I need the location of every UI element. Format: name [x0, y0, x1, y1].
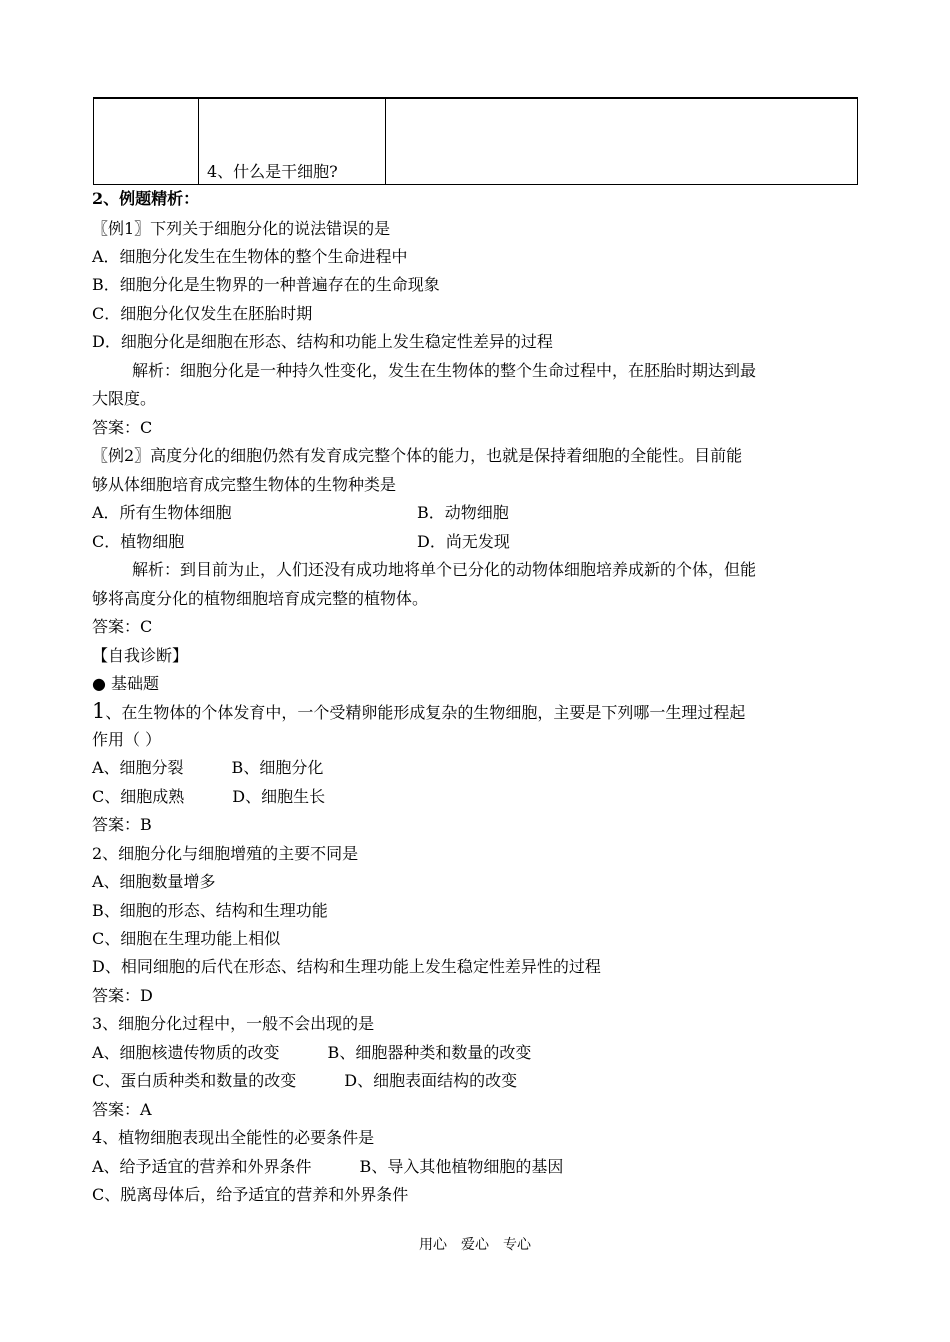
q2-question: 2、细胞分化与细胞增殖的主要不同是 [92, 844, 359, 863]
page-footer: 用心 爱心 专心 [419, 1237, 531, 1253]
ex1-analysis-cont: 大限度。 [92, 389, 157, 408]
ex2-question: 〖例2〗高度分化的细胞仍然有发育成完整个体的能力，也就是保持着细胞的全能性。目前能 [92, 446, 743, 465]
q2-option-c: C、细胞在生理功能上相似 [92, 929, 281, 948]
ex2-analysis-cont: 够将高度分化的植物细胞培育成完整的植物体。 [92, 589, 429, 608]
q3-options-cd: C、蛋白质种类和数量的改变 D、细胞表面结构的改变 [92, 1071, 518, 1090]
q4-question: 4、植物细胞表现出全能性的必要条件是 [92, 1128, 375, 1147]
ex1-analysis: 解析：细胞分化是一种持久性变化，发生在生物体的整个生命过程中，在胚胎时期达到最 [132, 361, 757, 380]
ex2-option-b: B．动物细胞 [417, 503, 509, 522]
table-divider [198, 99, 199, 184]
examples-heading: 2、例题精析： [92, 189, 200, 208]
ex2-answer: 答案：C [92, 617, 153, 636]
q2-option-d: D、相同细胞的后代在形态、结构和生理功能上发生稳定性差异性的过程 [92, 957, 601, 976]
q1-options-cd: C、细胞成熟 D、细胞生长 [92, 787, 326, 806]
ex1-option-b: B．细胞分化是生物界的一种普遍存在的生命现象 [92, 275, 440, 294]
ex2-option-d: D．尚无发现 [417, 532, 510, 551]
ex2-analysis: 解析：到目前为止，人们还没有成功地将单个已分化的动物体细胞培养成新的个体，但能 [132, 560, 757, 579]
ex1-question: 〖例1〗下列关于细胞分化的说法错误的是 [92, 219, 391, 238]
ex1-option-a: A．细胞分化发生在生物体的整个生命进程中 [92, 247, 408, 266]
q1-question [92, 701, 745, 723]
q1-question-cont: 作用（ ） [92, 730, 162, 749]
ex1-option-d: D．细胞分化是细胞在形态、结构和功能上发生稳定性差异的过程 [92, 332, 553, 351]
q4-option-c: C、脱离母体后，给予适宜的营养和外界条件 [92, 1185, 409, 1204]
q1-text: 、在生物体的个体发育中，一个受精卵能形成复杂的生物细胞，主要是下列哪一生理过程起 [105, 703, 746, 722]
q2-answer: 答案：D [92, 986, 153, 1005]
q3-options-ab: A、细胞核遗传物质的改变 B、细胞器种类和数量的改变 [92, 1043, 532, 1062]
table-divider [385, 99, 386, 184]
q4-options-ab: A、给予适宜的营养和外界条件 B、导入其他植物细胞的基因 [92, 1157, 564, 1176]
ex1-answer: 答案：C [92, 418, 153, 437]
self-diagnosis-heading: 【自我诊断】 [92, 646, 189, 665]
ex1-option-c: C．细胞分化仅发生在胚胎时期 [92, 304, 313, 323]
q2-option-b: B、细胞的形态、结构和生理功能 [92, 901, 328, 920]
ex2-option-a: A．所有生物体细胞 [92, 503, 232, 522]
q1-answer: 答案：B [92, 815, 152, 834]
basic-questions-heading: ● 基础题 [92, 674, 160, 693]
q1-number: 1 [92, 699, 106, 723]
table-question-cell: 4、什么是干细胞? [207, 162, 338, 181]
question-table [93, 97, 858, 185]
q2-option-a: A、细胞数量增多 [92, 872, 216, 891]
q3-answer: 答案：A [92, 1100, 152, 1119]
q3-question: 3、细胞分化过程中，一般不会出现的是 [92, 1014, 375, 1033]
ex2-option-c: C．植物细胞 [92, 532, 185, 551]
q1-options-ab: A、细胞分裂 B、细胞分化 [92, 758, 324, 777]
ex2-question-cont: 够从体细胞培育成完整生物体的生物种类是 [92, 475, 397, 494]
